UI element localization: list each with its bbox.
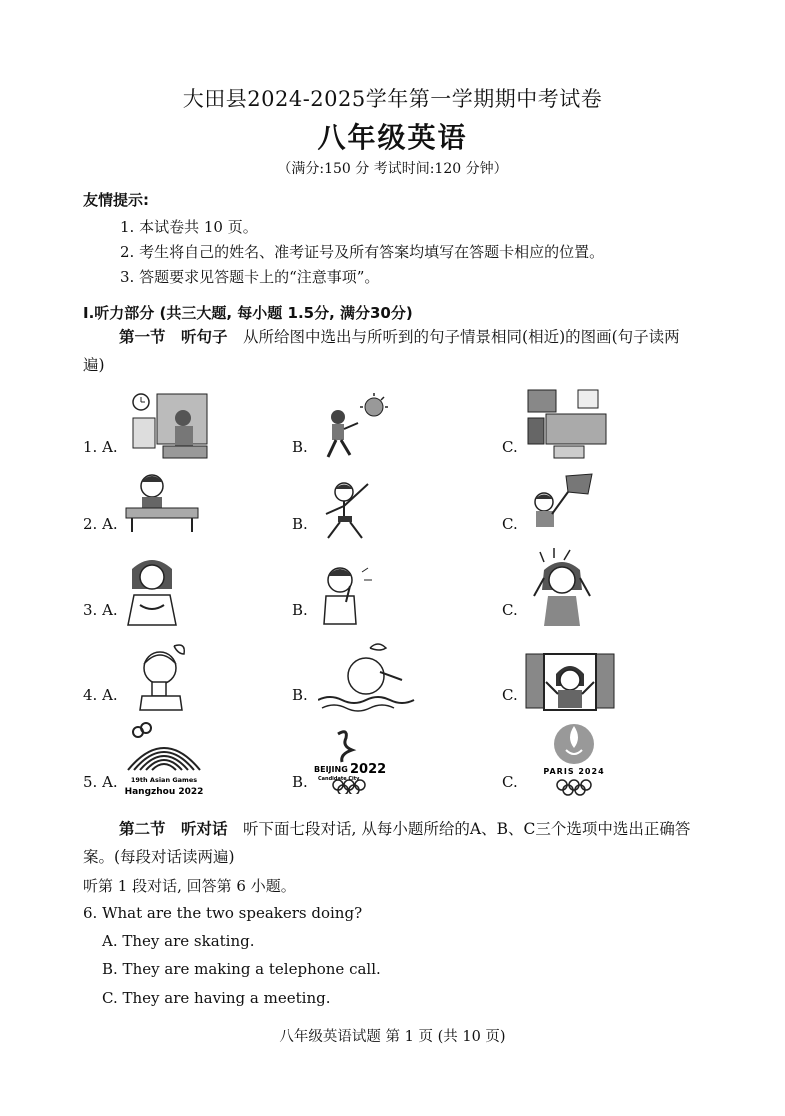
part1-text: 从所给图中选出与所听到的句子情景相同(相近)的图画(句子读两遍): [83, 328, 680, 374]
q2-option-c-label: C.: [502, 515, 518, 533]
exam-meta: （满分:150 分 考试时间:120 分钟）: [277, 161, 508, 177]
dialogue-intro: 听第 1 段对话, 回答第 6 小题。: [83, 877, 296, 895]
q1-option-a-label: 1. A.: [83, 438, 118, 456]
q2-option-a-label: 2. A.: [83, 515, 118, 533]
q2-option-b-label: B.: [292, 515, 308, 533]
paris-logo-text: PARIS 2024: [543, 767, 605, 776]
part1-instructions: [83, 323, 693, 379]
girl-at-window-picture: [524, 652, 616, 714]
tips-heading: 友情提示:: [83, 191, 149, 209]
q5-option-c-label: C.: [502, 773, 518, 791]
q4-option-c-label: C.: [502, 686, 518, 704]
watching-tv-picture: [123, 388, 213, 463]
q3-option-b-label: B.: [292, 601, 308, 619]
part1-lead: 第一节 听句子: [119, 328, 228, 346]
q4-option-b-label: B.: [292, 686, 308, 704]
part2-instructions: [83, 815, 693, 871]
tip-item: 1. 本试卷共 10 页。: [120, 218, 258, 236]
question-6: 6. What are the two speakers doing?: [83, 904, 363, 922]
q1-option-c-label: C.: [502, 438, 518, 456]
boy-at-desk-picture: [122, 470, 204, 535]
beijing-2022-logo: [312, 728, 388, 794]
paris-2024-logo: [538, 722, 610, 800]
beijing-logo-word: BEIJING: [314, 765, 348, 774]
tip-item: 2. 考生将自己的姓名、准考证号及所有答案均填写在答题卡相应的位置。: [120, 243, 605, 261]
section-heading: Ⅰ.听力部分 (共三大题, 每小题 1.5分, 满分30分): [83, 304, 413, 322]
boy-toothache-picture: [316, 562, 378, 626]
hangzhou-logo-line2: Hangzhou 2022: [124, 787, 204, 797]
question-6-option-b: B. They are making a telephone call.: [102, 960, 381, 978]
question-6-option-a: A. They are skating.: [102, 932, 255, 950]
hangzhou-logo-line1: 19th Asian Games: [130, 776, 198, 784]
beijing-logo-year: 2022: [350, 762, 387, 777]
bedroom-picture: [520, 388, 610, 463]
q5-option-b-label: B.: [292, 773, 308, 791]
subject-title: 八年级英语: [317, 121, 468, 154]
q4-option-a-label: 4. A.: [83, 686, 118, 704]
part2-text: 听下面七段对话, 从每小题所给的A、B、C三个选项中选出正确答案。(每段对话读两遍): [83, 820, 691, 866]
running-in-sun-picture: [318, 393, 402, 463]
boy-exercising-picture: [318, 480, 378, 540]
q3-option-c-label: C.: [502, 601, 518, 619]
page-footer: 八年级英语试题 第 1 页 (共 10 页): [279, 1029, 506, 1045]
boy-waving-flag-picture: [522, 472, 598, 534]
q3-option-a-label: 3. A.: [83, 601, 118, 619]
tip-item: 3. 答题要求见答题卡上的“注意事项”。: [120, 268, 380, 286]
hangzhou-asian-games-logo: [122, 718, 206, 800]
girl-drinking-picture: [130, 640, 192, 712]
girl-swimming-picture: [318, 640, 420, 712]
girl-stomachache-picture: [122, 555, 184, 627]
q1-option-b-label: B.: [292, 438, 308, 456]
girl-headache-picture: [530, 548, 602, 628]
exam-title: 大田县2024-2025学年第一学期期中考试卷: [182, 87, 603, 111]
question-6-option-c: C. They are having a meeting.: [102, 989, 331, 1007]
part2-lead: 第二节 听对话: [119, 820, 228, 838]
q5-option-a-label: 5. A.: [83, 773, 118, 791]
beijing-logo-sub: Candidate City: [318, 776, 360, 782]
